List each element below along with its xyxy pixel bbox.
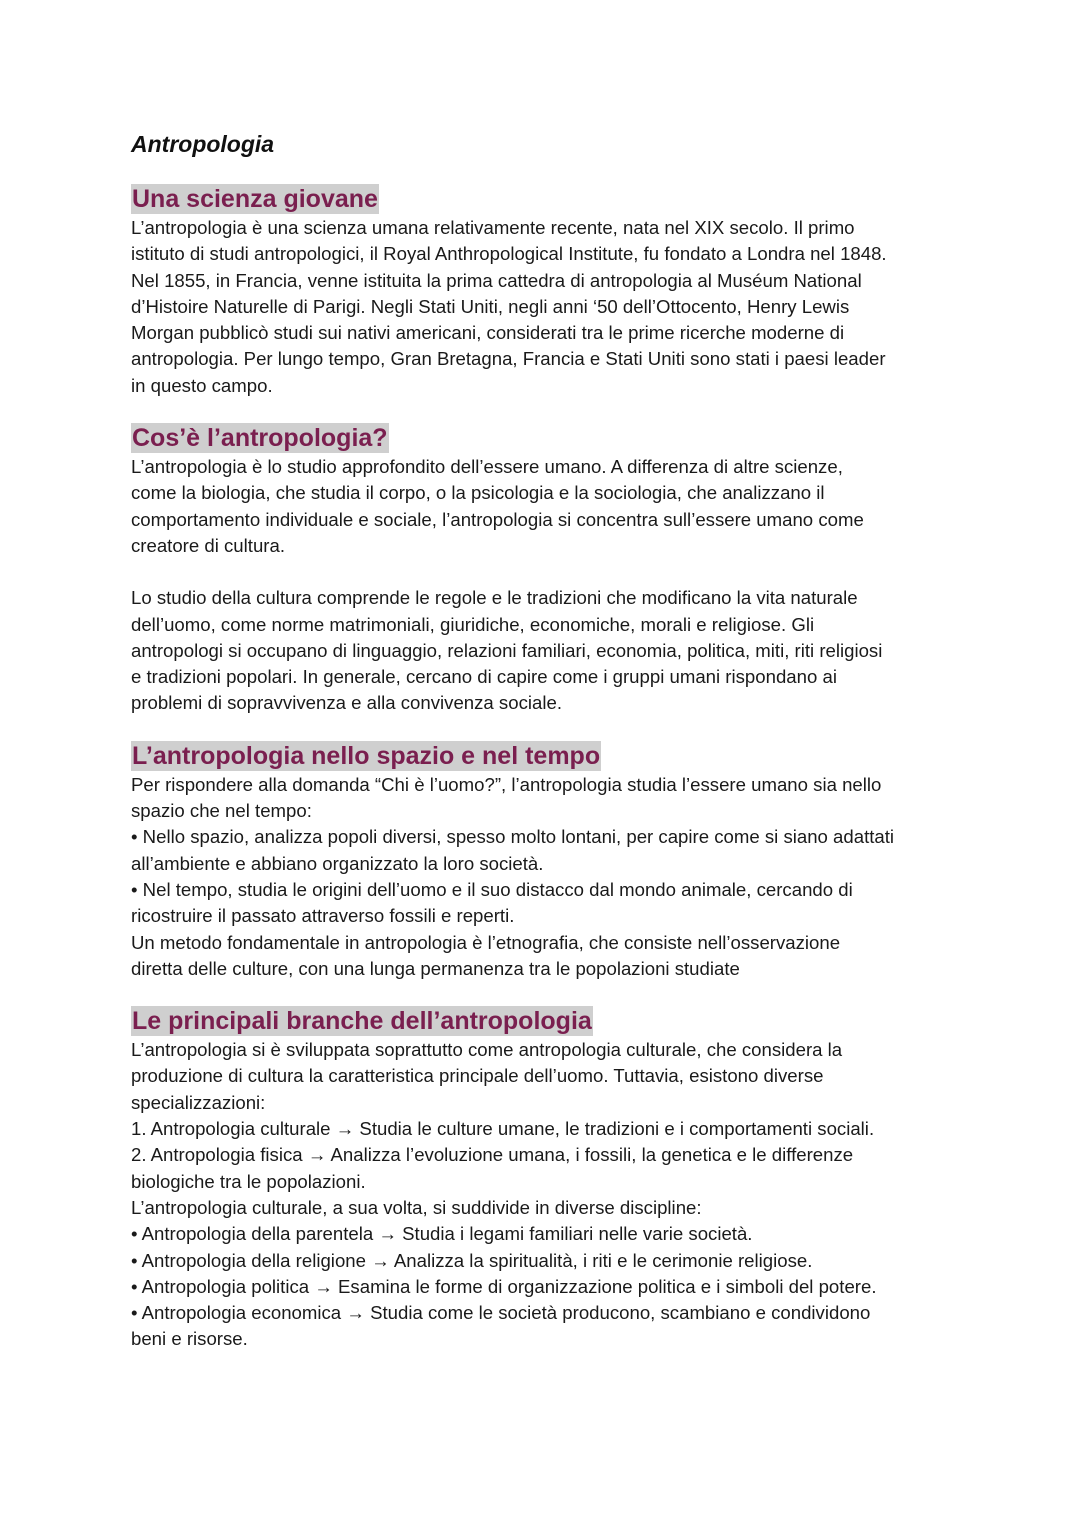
section-heading: L’antropologia nello spazio e nel tempo: [132, 741, 601, 770]
document-page: [131, 128, 961, 1377]
section-paragraph: L’antropologia è lo studio approfondito dell’essere umano. A differenza di altre scienze, come la biologia, che studia il corpo, o la psicologia e la sociologia, che analizzano il comportamento individuale e sociale, l’antropologia si concentra sull’essere umano come creatore di cultura.: [131, 456, 864, 556]
document-title: Antropologia: [131, 131, 275, 157]
section-heading: Le principali branche dell’antropologia: [132, 1007, 592, 1036]
section-heading: Cos’è l’antropologia?: [132, 424, 388, 453]
section-paragraph: L’antropologia si è sviluppata soprattutto come antropologia culturale, che considera la produzione di cultura la caratteristica principale dell’uomo. Tuttavia, esistono diverse specializzazioni: 1. Antropologia culturale → Studia le culture umane, le tradizioni e i comportamenti sociali. 2. Antropologia fisica → Analizza l’evoluzione umana, i fossili, la genetica e le differenze biologiche tra le popolazioni. L’antropologia culturale, a sua volta, si suddivide in diverse discipline: • Antropologia della parentela → Studia i legami familiari nelle varie società. • Antropologia della religione → Analizza la spiritualità, i riti e le cerimonie religiose. • Antropologia politica → Esamina le forme di organizzazione politica e i simboli del potere. • Antropologia economica → Studia come le società producono, scambiano e condividono beni e risorse.: [131, 1039, 877, 1350]
section-paragraph: Per rispondere alla domanda “Chi è l’uomo?”, l’antropologia studia l’essere umano sia nello spazio che nel tempo: • Nello spazio, analizza popoli diversi, spesso molto lontani, per capire come si siano adattati all’ambiente e abbiano organizzato la loro società. • Nel tempo, studia le origini dell’uomo e il suo distacco dal mondo animale, cercando di ricostruire il passato attraverso fossili e reperti. Un metodo fondamentale in antropologia è l’etnografia, che consiste nell’osservazione diretta delle culture, con una lunga permanenza tra le popolazioni studiate: [131, 773, 895, 979]
section-heading: Una scienza giovane: [132, 185, 378, 213]
section-una-scienza-giovane: [131, 184, 961, 399]
section-paragraph: L’antropologia è una scienza umana relativamente recente, nata nel XIX secolo. Il primo istituto di studi antropologici, il Royal Anthropological Institute, fu fondato a Londra nel 1848. Nel 1855, in Francia, venne istituita la prima cattedra di antropologia al Muséum National d’Histoire Naturelle di Parigi. Negli Stati Uniti, negli anni ‘50 dell’Ottocento, Henry Lewis Morgan pubblicò studi sui nativi americani, considerati tra le prime ricerche moderne di antropologia. Per lungo tempo, Gran Bretagna, Francia e Stati Uniti sono stati i paesi leader in questo campo.: [131, 217, 887, 396]
section-cos-e-antropologia: [131, 423, 961, 717]
section-principali-branche: [131, 1006, 961, 1353]
section-spazio-e-tempo: [131, 741, 961, 982]
section-paragraph: Lo studio della cultura comprende le regole e le tradizioni che modificano la vita naturale dell’uomo, come norme matrimoniali, giuridiche, economiche, morali e religiose. Gli antropologi si occupano di linguaggio, relazioni familiari, economia, politica, miti, riti religiosi e tradizioni popolari. In generale, cercano di capire come i gruppi umani rispondano ai problemi di sopravvivenza e alla convivenza sociale.: [131, 587, 883, 714]
